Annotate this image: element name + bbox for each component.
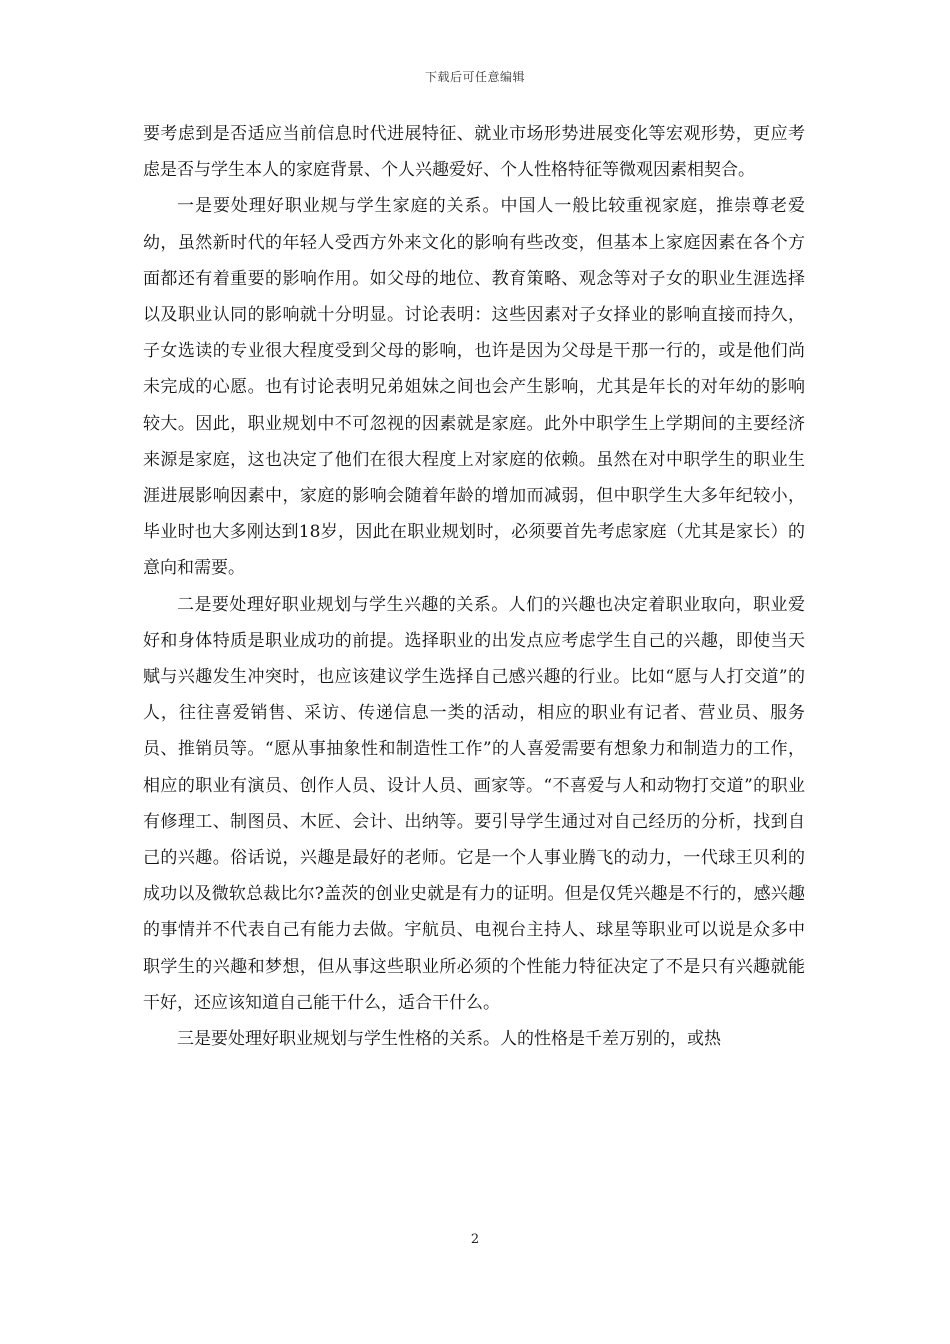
paragraph-family: 一是要处理好职业规与学生家庭的关系。中国人一般比较重视家庭，推崇尊老爱幼，虽然新时代的年轻人受西方外来文化的影响有些改变，但基本上家庭因素在各个方面都还有着重要的影响作用。如父母的地位、教育策略、观念等对子女的职业生涯选择以及职业认同的影响就十分明显。讨论表明：这些因素对子女择业的影响直接而持久，子女选读的专业很大程度受到父母的影响，也许是因为父母是干那一行的，或是他们尚未完成的心愿。也有讨论表明兄弟姐妹之间也会产生影响，尤其是年长的对年幼的影响较大。因此，职业规划中不可忽视的因素就是家庭。此外中职学生上学期间的主要经济来源是家庭，这也决定了他们在很大程度上对家庭的依赖。虽然在对中职学生的职业生涯进展影响因素中，家庭的影响会随着年龄的增加而减弱，但中职学生大多年纪较小，毕业时也大多刚达到18岁，因此在职业规划时，必须要首先考虑家庭（尤其是家长）的意向和需要。 — [143, 196, 805, 579]
paragraph-continuation: 要考虑到是否适应当前信息时代进展特征、就业市场形势进展变化等宏观形势，更应考虑是否与学生本人的家庭背景、个人兴趣爱好、个人性格特征等微观因素相契合。 — [143, 124, 805, 181]
page-number: 2 — [470, 1232, 480, 1247]
document-body — [143, 116, 805, 1057]
paragraph-personality: 三是要处理好职业规划与学生性格的关系。人的性格是千差万别的，或热 — [177, 1029, 721, 1050]
paragraph-interest: 二是要处理好职业规划与学生兴趣的关系。人们的兴趣也决定着职业取向，职业爱好和身体特质是职业成功的前提。选择职业的出发点应考虑学生自己的兴趣，即使当天赋与兴趣发生冲突时，也应该建议学生选择自己感兴趣的行业。比如“愿与人打交道”的人，往往喜爱销售、采访、传递信息一类的活动，相应的职业有记者、营业员、服务员、推销员等。“愿从事抽象性和制造性工作”的人喜爱需要有想象力和制造力的工作，相应的职业有演员、创作人员、设计人员、画家等。“不喜爱与人和动物打交道”的职业有修理工、制图员、木匠、会计、出纳等。要引导学生通过对自己经历的分析，找到自己的兴趣。俗话说，兴趣是最好的老师。它是一个人事业腾飞的动力，一代球王贝利的成功以及微软总裁比尔?盖茨的创业史就是有力的证明。但是仅凭兴趣是不行的，感兴趣的事情并不代表自己有能力去做。宇航员、电视台主持人、球星等职业可以说是众多中职学生的兴趣和梦想，但从事这些职业所必须的个性能力特征决定了不是只有兴趣就能干好，还应该知道自己能干什么，适合干什么。 — [143, 594, 805, 1013]
page-header: 下载后可任意编辑 — [424, 70, 525, 84]
